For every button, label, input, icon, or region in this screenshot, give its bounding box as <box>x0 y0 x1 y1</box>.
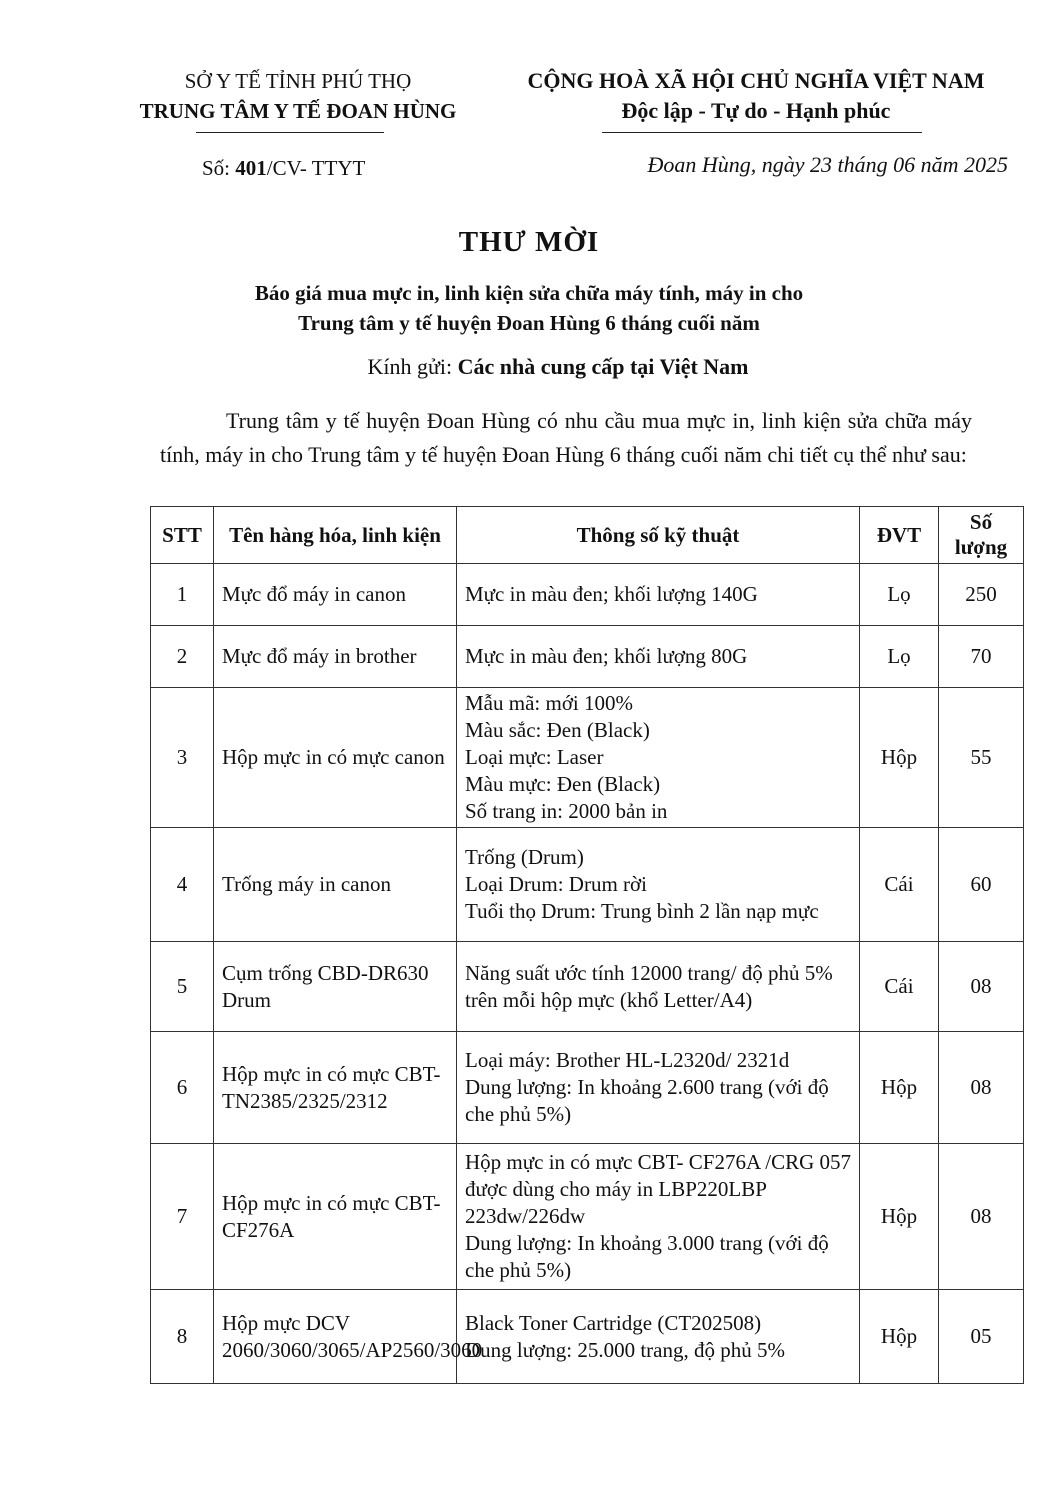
spec-line: Mực in màu đen; khối lượng 140G <box>465 582 758 606</box>
cell-name: Mực đổ máy in canon <box>214 564 457 626</box>
document-title: THƯ MỜI <box>458 226 600 258</box>
table-row <box>151 942 1024 1032</box>
cell-stt: 2 <box>151 626 214 688</box>
cell-unit: Hộp <box>860 1032 939 1144</box>
cell-unit: Hộp <box>860 688 939 828</box>
header-spec: Thông số kỹ thuật <box>457 507 860 564</box>
cell-unit: Lọ <box>860 626 939 688</box>
table-header-row <box>151 507 1024 564</box>
spec-line: Tuổi thọ Drum: Trung bình 2 lần nạp mực <box>465 899 819 923</box>
spec-line: Trống (Drum) <box>465 845 584 869</box>
header-stt: STT <box>151 507 214 564</box>
cell-qty: 05 <box>939 1290 1024 1384</box>
table-row <box>151 626 1024 688</box>
cell-unit: Hộp <box>860 1290 939 1384</box>
cell-name: Cụm trống CBD-DR630 Drum <box>214 942 457 1032</box>
cell-qty: 08 <box>939 1032 1024 1144</box>
spec-line: Dung lượng: In khoảng 3.000 trang (với độ che phủ 5%) <box>465 1231 829 1282</box>
table-row <box>151 1290 1024 1384</box>
spec-line: Loại mực: Laser <box>465 745 604 769</box>
cell-stt: 1 <box>151 564 214 626</box>
recipient-name: Các nhà cung cấp tại Việt Nam <box>457 354 749 379</box>
cell-unit: Lọ <box>860 564 939 626</box>
cell-stt: 6 <box>151 1032 214 1144</box>
cell-spec <box>457 828 860 942</box>
cell-stt: 3 <box>151 688 214 828</box>
cell-spec <box>457 626 860 688</box>
table-row <box>151 564 1024 626</box>
subtitle-line-2: Trung tâm y tế huyện Đoan Hùng 6 tháng cuối năm <box>298 311 760 335</box>
cell-unit: Cái <box>860 828 939 942</box>
cell-name: Trống máy in canon <box>214 828 457 942</box>
cell-qty: 70 <box>939 626 1024 688</box>
agency-underline <box>196 132 384 133</box>
table-body <box>151 564 1024 1384</box>
cell-spec <box>457 942 860 1032</box>
cell-spec <box>457 1144 860 1290</box>
doc-number-value: 401 <box>235 156 267 180</box>
nation-underline <box>602 132 922 133</box>
agency-line-2: TRUNG TÂM Y TẾ ĐOAN HÙNG <box>139 99 457 123</box>
cell-name: Hộp mực in có mực CBT-TN2385/2325/2312 <box>214 1032 457 1144</box>
cell-name: Mực đổ máy in brother <box>214 626 457 688</box>
spec-line: Năng suất ước tính 12000 trang/ độ phủ 5% trên mỗi hộp mực (khổ Letter/A4) <box>465 960 833 1012</box>
cell-name: Hộp mực in có mực CBT-CF276A <box>214 1144 457 1290</box>
spec-line: Mực in màu đen; khối lượng 80G <box>465 644 748 668</box>
items-table <box>150 506 1024 1384</box>
spec-line: Màu mực: Đen (Black) <box>465 772 661 796</box>
cell-qty: 08 <box>939 942 1024 1032</box>
cell-stt: 5 <box>151 942 214 1032</box>
cell-unit: Hộp <box>860 1144 939 1290</box>
nation-line-1: CỘNG HOÀ XÃ HỘI CHỦ NGHĨA VIỆT NAM <box>527 68 985 93</box>
doc-number-suffix: /CV- TTYT <box>266 156 366 180</box>
document-subtitle <box>100 278 958 338</box>
recipient-label: Kính gửi: <box>367 354 458 379</box>
cell-qty: 08 <box>939 1144 1024 1290</box>
table-row <box>151 1032 1024 1144</box>
agency-header <box>108 66 488 126</box>
cell-stt: 7 <box>151 1144 214 1290</box>
cell-qty: 250 <box>939 564 1024 626</box>
intro-paragraph: Trung tâm y tế huyện Đoan Hùng có nhu cầu mua mực in, linh kiện sửa chữa máy tính, máy in cho Trung tâm y tế huyện Đoan Hùng 6 tháng cuối năm chi tiết cụ thể như sau: <box>160 408 972 467</box>
spec-line: Màu sắc: Đen (Black) <box>465 718 650 742</box>
cell-spec <box>457 1290 860 1384</box>
header-name: Tên hàng hóa, linh kiện <box>214 507 457 564</box>
recipient-line <box>0 354 1058 380</box>
spec-line: Mẫu mã: mới 100% <box>465 691 633 715</box>
table-row <box>151 828 1024 942</box>
agency-line-1: SỞ Y TẾ TỈNH PHÚ THỌ <box>184 69 412 93</box>
spec-line: Hộp mực in có mực CBT- CF276A /CRG 057 được dùng cho máy in LBP220LBP 223dw/226dw <box>465 1150 852 1228</box>
subtitle-line-1: Báo giá mua mực in, linh kiện sửa chữa máy tính, máy in cho <box>254 281 804 305</box>
doc-number-prefix: Số: <box>202 156 236 180</box>
spec-line: Số trang in: 2000 bản in <box>465 799 668 823</box>
header-qty: Số lượng <box>939 507 1024 564</box>
spec-line: Dung lượng: In khoảng 2.600 trang (với độ che phủ 5%) <box>465 1075 829 1126</box>
cell-stt: 4 <box>151 828 214 942</box>
nation-line-2: Độc lập - Tự do - Hạnh phúc <box>621 98 891 123</box>
cell-spec <box>457 564 860 626</box>
header-unit: ĐVT <box>860 507 939 564</box>
table-row <box>151 688 1024 828</box>
spec-line: Dung lượng: 25.000 trang, độ phủ 5% <box>465 1337 785 1362</box>
document-date: Đoan Hùng, ngày 23 tháng 06 năm 2025 <box>647 152 1008 177</box>
table-row <box>151 1144 1024 1290</box>
cell-name: Hộp mực in có mực canon <box>214 688 457 828</box>
spec-line: Black Toner Cartridge (CT202508) <box>465 1310 762 1335</box>
nation-header <box>496 66 1016 126</box>
cell-name: Hộp mực DCV 2060/3060/3065/AP2560/3060 <box>214 1290 457 1384</box>
document-number <box>202 156 365 181</box>
spec-line: Loại Drum: Drum rời <box>465 872 647 896</box>
cell-qty: 60 <box>939 828 1024 942</box>
cell-spec <box>457 688 860 828</box>
cell-qty: 55 <box>939 688 1024 828</box>
cell-unit: Cái <box>860 942 939 1032</box>
cell-stt: 8 <box>151 1290 214 1384</box>
cell-spec <box>457 1032 860 1144</box>
spec-line: Loại máy: Brother HL-L2320d/ 2321d <box>465 1048 790 1072</box>
